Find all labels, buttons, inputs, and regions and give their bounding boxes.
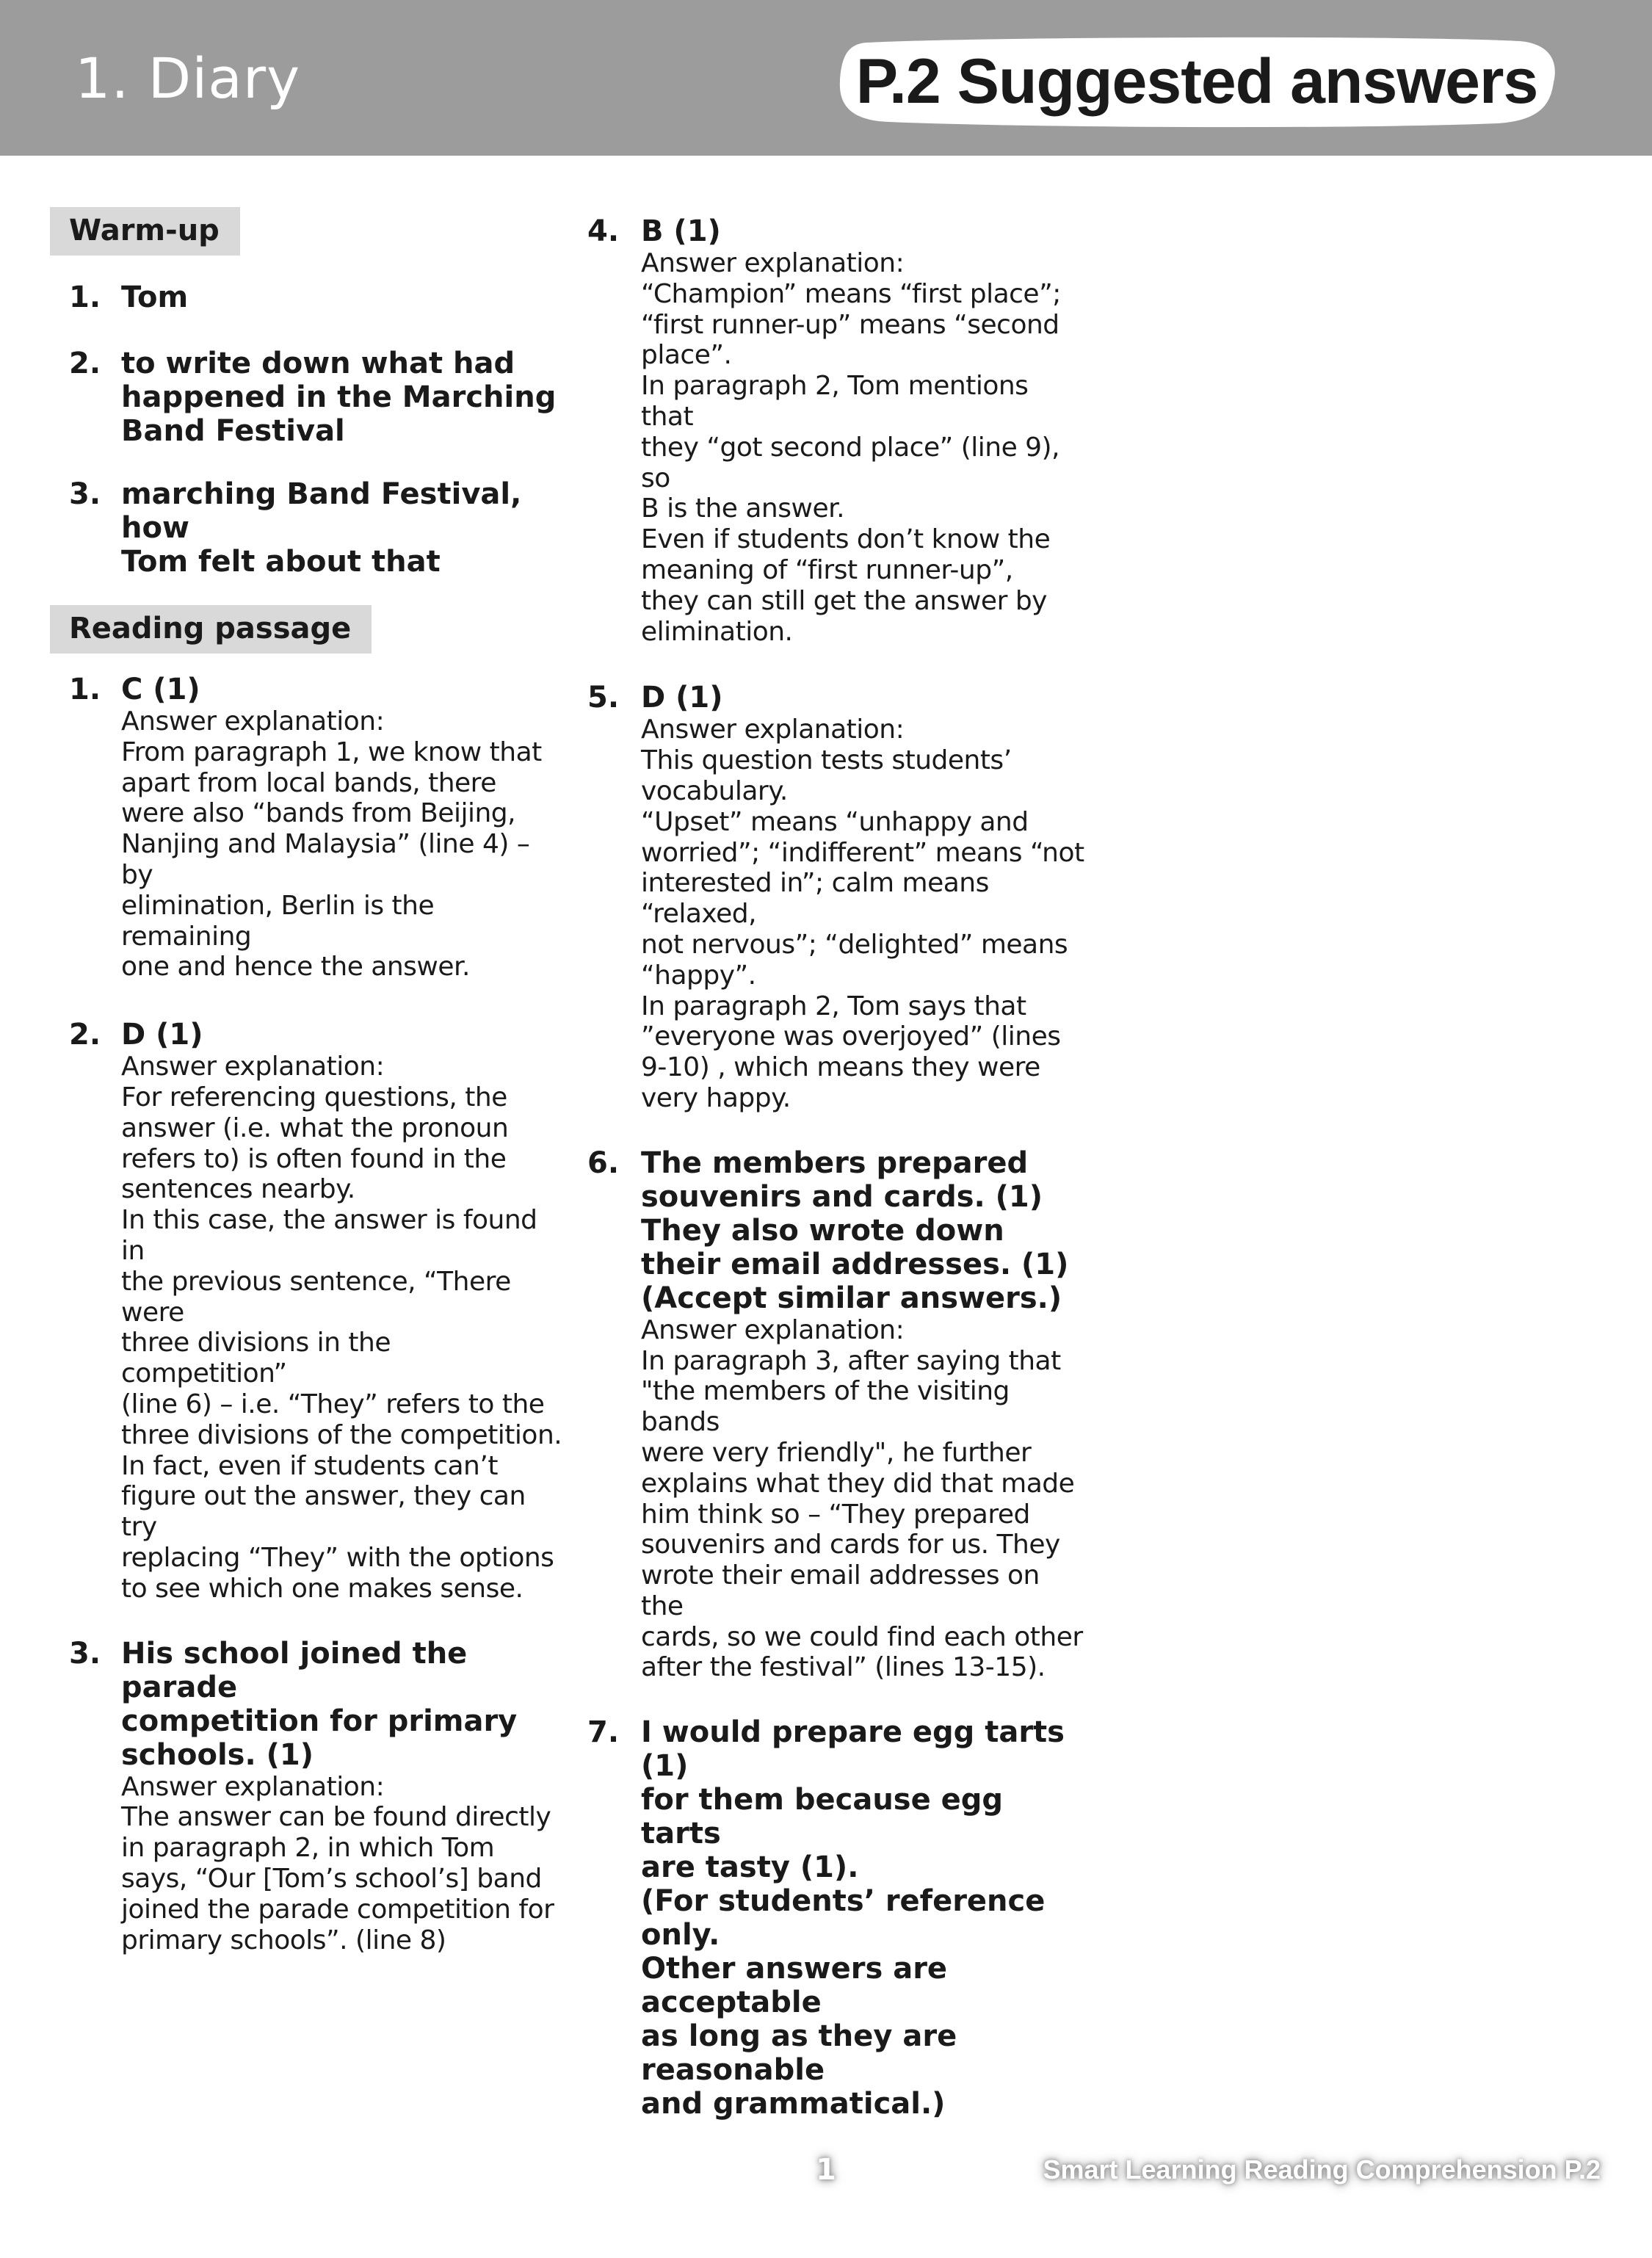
question-number: 6. (587, 1146, 620, 1180)
answer-explanation: Answer explanation: In paragraph 3, after saying that "the members of the visiting bands were very friendly", he further explains what they did that made him think so – “They prepared souvenirs and cards for us. They wrote their email addresses on the cards, so we could find each other after the festival” (lines 13-15). (641, 1314, 1083, 1683)
answer-text: C (1) (121, 673, 200, 706)
answer-text: His school joined the parade competition for primary schools. (1) (121, 1636, 518, 1772)
question-number: 2. (69, 347, 101, 380)
answer-text: I would prepare egg tarts (1) for them because egg tarts are tasty (1). (For students’ reference only. Other answers are acceptable as long as they are reasonable and grammatical.) (641, 1715, 1065, 2121)
reading-section-label: Reading passage (50, 605, 372, 654)
page-number: 1 (816, 2153, 836, 2187)
answer-explanation: Answer explanation: The answer can be found directly in paragraph 2, in which Tom says, “Our [Tom’s school’s] band joined the parade competition for primary schools”. (line 8) (121, 1771, 554, 1955)
warmup-section-label: Warm-up (50, 207, 240, 256)
reading-item (50, 1018, 564, 1604)
warmup-list (50, 281, 564, 579)
answer-explanation: Answer explanation: From paragraph 1, we know that apart from local bands, there were also “bands from Beijing, Nanjing and Malaysia” (line 4) – by elimination, Berlin is the remaining one and hence the answer. (121, 706, 542, 983)
answer-text: B (1) (641, 214, 721, 248)
left-column (50, 207, 564, 1955)
answer-explanation: Answer explanation: This question tests students’ vocabulary. “Upset” means “unhappy and worried”; “indifferent” means “not interested in”; calm means “relaxed, not nervous”; “delighted” means “happy”. In paragraph 2, Tom says that ”everyone was overjoyed” (lines 9-10) , which means they were very happy. (641, 714, 1084, 1113)
question-number: 5. (587, 681, 620, 715)
answer-text: The members prepared souvenirs and cards. (1) They also wrote down their email addresses. (1) (Accept similar answers.) (641, 1146, 1069, 1315)
answer-text: marching Band Festival, how Tom felt about that (121, 477, 522, 579)
reading-item (587, 1146, 1087, 1684)
right-column (587, 214, 1087, 2121)
reading-item (50, 673, 564, 983)
answer-explanation: Answer explanation: For referencing questions, the answer (i.e. what the pronoun refers to) is often found in the sentences nearby. In this case, the answer is found in the previous sentence, “There were three divisions in the competition” (line 6) – i.e. “They” refers to the three divisions of the competition. In fact, even if students can’t figure out the answer, they can try replacing “They” with the options to see which one makes sense. (121, 1052, 562, 1604)
question-number: 2. (69, 1018, 101, 1052)
question-number: 1. (69, 281, 101, 314)
answer-text: Tom (121, 281, 189, 314)
warmup-item (50, 477, 564, 579)
book-title-footer: Smart Learning Reading Comprehension P.2 (1043, 2154, 1601, 2185)
reading-item (587, 214, 1087, 647)
badge-text: P.2 Suggested answers (855, 46, 1538, 117)
page-header (0, 0, 1652, 156)
question-number: 3. (69, 1636, 101, 1671)
answer-text: D (1) (121, 1018, 203, 1052)
warmup-item (50, 281, 564, 314)
question-number: 4. (587, 214, 620, 248)
chapter-title: 1. Diary (75, 46, 301, 111)
reading-item (587, 681, 1087, 1113)
question-number: 3. (69, 477, 101, 511)
reading-list-right (587, 214, 1087, 2121)
reading-item (50, 1637, 564, 1956)
reading-list-left (50, 673, 564, 1955)
warmup-item (50, 347, 564, 448)
reading-item (587, 1715, 1087, 2121)
answer-explanation: Answer explanation: “Champion” means “first place”; “first runner-up” means “second place”. In paragraph 2, Tom mentions that they “got second place” (line 9), so B is the answer. Even if students don’t know the meaning of “first runner-up”, they can still get the answer by elimination. (641, 248, 1061, 647)
suggested-answers-badge (837, 35, 1557, 128)
question-number: 1. (69, 673, 101, 706)
question-number: 7. (587, 1715, 620, 1750)
answer-text: to write down what had happened in the Marching Band Festival (121, 347, 557, 448)
answer-text: D (1) (641, 681, 723, 715)
